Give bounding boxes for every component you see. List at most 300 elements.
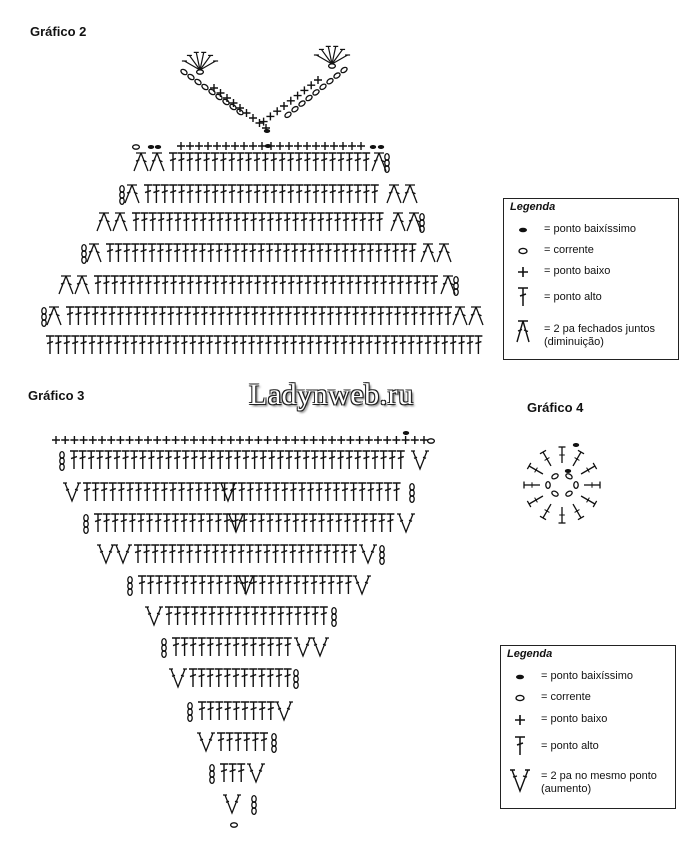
double-crochet-stitch [308,244,316,262]
double-crochet-stitch [388,451,396,469]
double-crochet-stitch [180,336,188,354]
double-crochet-stitch [261,153,269,171]
dc2tog-stitch [125,185,139,203]
double-crochet-stitch [254,545,262,563]
double-crochet-stitch [341,483,349,501]
double-crochet-stitch [130,336,138,354]
double-crochet-stitch [270,185,278,203]
double-crochet-stitch [251,733,259,751]
double-crochet-stitch [281,483,289,501]
double-crochet-stitch [278,185,286,203]
double-crochet-stitch [241,702,249,720]
double-crochet-stitch [190,451,198,469]
single-crochet-stitch [153,436,161,444]
double-crochet-stitch [266,514,274,532]
double-crochet-stitch [264,336,272,354]
double-crochet-stitch [388,276,396,294]
double-crochet-stitch [436,307,444,325]
double-crochet-stitch [207,576,215,594]
double-crochet-stitch [362,153,370,171]
double-crochet-stitch [283,514,291,532]
double-crochet-stitch [316,244,324,262]
double-crochet-stitch [311,451,319,469]
double-crochet-stitch [208,451,216,469]
double-crochet-stitch [315,545,323,563]
double-crochet-stitch [215,669,223,687]
double-crochet-stitch [268,307,276,325]
double-crochet-stitch [272,483,280,501]
double-crochet-stitch [113,451,121,469]
chain-stitch [291,105,299,113]
double-crochet-stitch [307,483,315,501]
double-crochet-stitch [378,514,386,532]
double-crochet-stitch [96,336,104,354]
double-crochet-stitch [306,545,314,563]
double-crochet-stitch [126,483,134,501]
double-crochet-stitch [103,514,111,532]
double-crochet-stitch [135,483,143,501]
dc2tog-stitch [75,276,89,294]
single-crochet-stitch [307,81,315,89]
double-crochet-stitch [140,213,148,231]
dc-increase-stitch [169,669,187,687]
double-crochet-stitch [151,545,159,563]
legend-label: = ponto baixo [541,713,608,725]
double-crochet-stitch [245,185,253,203]
dc-increase-stitch [294,638,312,656]
legend-label: = corrente [544,244,594,256]
double-crochet-stitch [267,576,275,594]
double-crochet-stitch [138,336,146,354]
single-crochet-stitch [294,92,302,100]
double-crochet-stitch [114,244,122,262]
chain-stitch [312,89,320,97]
double-crochet-stitch [224,244,232,262]
double-crochet-stitch [199,213,207,231]
double-crochet-stitch [444,307,452,325]
double-crochet-stitch [268,607,276,625]
legend-item-single-crochet [507,713,671,727]
single-crochet-stitch [287,97,295,105]
chain-stitch [551,473,559,480]
double-crochet-stitch [295,185,303,203]
double-crochet-stitch [241,638,249,656]
double-crochet-stitch [83,483,91,501]
double-crochet-stitch [222,336,230,354]
single-crochet-stitch [227,436,235,444]
double-crochet-stitch [164,576,172,594]
double-crochet-stitch [376,213,384,231]
double-crochet-stitch [284,307,292,325]
double-crochet-stitch [88,336,96,354]
double-crochet-stitch [150,307,158,325]
double-crochet-stitch [70,451,78,469]
legend-heading: Legenda [510,201,556,213]
double-crochet-stitch [362,451,370,469]
double-crochet-stitch [257,514,265,532]
slip-stitch [573,443,579,447]
single-crochet-stitch [254,436,262,444]
legend-item-slip-stitch [507,670,671,684]
double-crochet-stitch [277,607,285,625]
legend-item-chain [507,691,671,705]
double-crochet-stitch [226,307,234,325]
legend-label: = ponto baixo [544,265,611,277]
double-crochet-stitch [250,702,258,720]
double-crochet-stitch [335,514,343,532]
single-crochet-stitch [310,436,318,444]
double-crochet-stitch [237,545,245,563]
slip-stitch-icon [510,223,536,240]
single-crochet-stitch [411,436,419,444]
double-crochet-stitch [106,244,114,262]
single-crochet-stitch [303,142,311,150]
double-crochet-stitch [136,276,144,294]
double-crochet-stitch [245,153,253,171]
double-crochet-stitch [156,244,164,262]
legend-label-line1: = 2 pa fechados juntos [544,323,655,335]
legend-heading: Legenda [507,648,553,660]
double-crochet-stitch [206,638,214,656]
slip-stitch [155,145,161,149]
double-crochet-stitch [279,276,287,294]
slip-stitch [370,145,376,149]
single-crochet-stitch [285,142,293,150]
double-crochet-stitch [140,244,148,262]
double-crochet-stitch [100,307,108,325]
legend-item-single-crochet [510,265,674,279]
double-crochet-stitch [234,307,242,325]
double-crochet-stitch [169,185,177,203]
double-crochet-stitch [357,336,365,354]
dc2tog-stitch [47,307,61,325]
double-crochet-stitch [275,669,283,687]
double-crochet-stitch [220,276,228,294]
double-crochet-stitch [198,576,206,594]
dc-increase-stitch [397,514,415,532]
dc-increase-stitch [275,702,293,720]
double-crochet-stitch [197,514,205,532]
double-crochet-stitch [343,514,351,532]
double-crochet-stitch [390,336,398,354]
double-crochet-stitch [186,185,194,203]
dc2tog-icon [510,319,536,348]
fan-dc-stitch [332,55,348,64]
double-crochet-stitch [203,153,211,171]
double-crochet-stitch [366,244,374,262]
double-crochet-stitch [392,244,400,262]
double-crochet-stitch [228,185,236,203]
double-crochet-stitch [358,483,366,501]
double-crochet-stitch [242,307,250,325]
double-crochet-stitch [199,451,207,469]
double-crochet-stitch [329,153,337,171]
double-crochet-stitch [302,451,310,469]
double-crochet-stitch [283,213,291,231]
double-crochet-stitch [175,307,183,325]
double-crochet-stitch [208,607,216,625]
double-crochet-stitch [289,483,297,501]
double-crochet-stitch [228,153,236,171]
double-crochet-stitch [413,276,421,294]
double-crochet-stitch [326,514,334,532]
single-crochet-stitch [89,436,97,444]
double-crochet-stitch [427,307,435,325]
double-crochet-stitch [142,307,150,325]
slip-stitch [565,469,571,473]
dc2tog-stitch [441,276,455,294]
double-crochet-stitch [299,244,307,262]
double-crochet-stitch [422,276,430,294]
double-crochet-stitch [147,451,155,469]
double-crochet-stitch [266,244,274,262]
single-crochet-stitch [217,89,225,97]
double-crochet-stitch [66,307,74,325]
single-crochet-stitch [276,142,284,150]
double-crochet-stitch [215,576,223,594]
double-crochet-stitch [54,336,62,354]
double-crochet-stitch [160,545,168,563]
double-crochet-stitch [249,244,257,262]
double-crochet-stitch [260,607,268,625]
double-crochet-stitch [301,576,309,594]
dc-increase-stitch [311,638,329,656]
chain-stitch [326,77,334,85]
double-crochet-stitch [248,336,256,354]
double-crochet-stitch [257,244,265,262]
double-crochet-stitch [190,244,198,262]
double-crochet-stitch [254,276,262,294]
double-crochet-stitch [270,153,278,171]
double-crochet-stitch [122,336,130,354]
dc-increase-stitch [197,733,215,751]
double-crochet-stitch [195,483,203,501]
double-crochet-stitch [346,185,354,203]
double-crochet-stitch [371,185,379,203]
double-crochet-stitch [255,483,263,501]
double-crochet-stitch [191,607,199,625]
double-crochet-stitch [209,307,217,325]
single-crochet-stitch [312,142,320,150]
double-crochet-stitch [111,514,119,532]
double-crochet-stitch [358,244,366,262]
double-crochet-stitch [297,545,305,563]
single-crochet-stitch [249,142,257,150]
double-crochet-stitch [449,336,457,354]
double-crochet-stitch [206,669,214,687]
dc2tog-stitch [421,244,435,262]
double-crochet-stitch [105,336,113,354]
double-crochet-stitch [174,213,182,231]
double-crochet-stitch [300,514,308,532]
double-crochet-stitch [396,276,404,294]
double-crochet-stitch [332,483,340,501]
double-crochet-stitch [232,638,240,656]
dc2tog-stitch [134,153,148,171]
dc2tog-stitch [469,307,483,325]
single-crochet-stitch [357,142,365,150]
double-crochet-stitch [152,185,160,203]
single-crochet-icon [507,713,533,730]
double-crochet-stitch [284,638,292,656]
double-crochet-stitch [371,276,379,294]
double-crochet-stitch [125,307,133,325]
double-crochet-stitch [194,545,202,563]
double-crochet-stitch [198,244,206,262]
double-crochet-stitch [180,514,188,532]
single-crochet-stitch [256,119,264,127]
double-crochet-stitch [287,185,295,203]
double-crochet-stitch [224,702,232,720]
single-crochet-stitch [249,114,257,122]
single-crochet-stitch [204,142,212,150]
double-crochet-stitch [320,185,328,203]
double-crochet-stitch [165,607,173,625]
double-crochet-stitch [298,483,306,501]
double-crochet-stitch [380,451,388,469]
double-crochet-stitch [282,244,290,262]
double-crochet-stitch [375,244,383,262]
double-crochet-stitch [134,545,142,563]
double-crochet-stitch [344,576,352,594]
double-crochet-stitch [274,244,282,262]
legend-label-line1: = 2 pa no mesmo ponto [541,770,657,782]
double-crochet-stitch [259,451,267,469]
double-crochet-stitch [212,276,220,294]
double-crochet-stitch [337,451,345,469]
double-crochet-stitch [386,514,394,532]
double-crochet-stitch [318,307,326,325]
single-crochet-stitch [264,436,272,444]
dc2tog-stitch [403,185,417,203]
chain-stitch [565,490,573,497]
double-crochet-stitch [155,576,163,594]
single-crochet-stitch [356,436,364,444]
double-crochet-stitch [327,576,335,594]
double-crochet-stitch [224,213,232,231]
double-crochet-stitch [275,213,283,231]
double-crochet-stitch [284,576,292,594]
dc2tog-stitch [372,153,386,171]
double-crochet-stitch [319,451,327,469]
chain-stitch [197,70,204,74]
single-crochet-stitch [383,436,391,444]
double-crochet-stitch [251,451,259,469]
double-crochet-stitch [186,545,194,563]
double-crochet-stitch [311,607,319,625]
double-crochet-stitch [212,483,220,501]
double-crochet-stitch [158,307,166,325]
double-crochet-stitch [276,576,284,594]
double-crochet-stitch [199,607,207,625]
double-crochet-stitch [300,213,308,231]
double-crochet-stitch [169,153,177,171]
double-crochet-stitch [304,276,312,294]
single-crochet-stitch [144,436,152,444]
double-crochet-stitch [232,244,240,262]
double-crochet-stitch [354,276,362,294]
double-crochet-stitch [267,702,275,720]
double-crochet-stitch [146,514,154,532]
double-crochet-stitch [149,213,157,231]
double-crochet-stitch [189,514,197,532]
double-crochet-stitch [83,307,91,325]
single-crochet-stitch [273,107,281,115]
double-crochet-stitch [189,638,197,656]
legend-grafico-2 [503,198,679,360]
single-crochet-stitch [348,142,356,150]
double-crochet-stitch [293,307,301,325]
double-crochet-stitch [246,483,254,501]
double-crochet-stitch [139,451,147,469]
double-crochet-stitch [326,307,334,325]
double-crochet-stitch [208,213,216,231]
double-crochet-stitch [382,336,390,354]
dc-increase-stitch [237,576,255,594]
single-crochet-stitch [213,142,221,150]
double-crochet-stitch [186,153,194,171]
double-crochet-stitch [384,483,392,501]
double-crochet-stitch [156,451,164,469]
double-crochet-stitch [194,185,202,203]
double-crochet-stitch [315,483,323,501]
double-crochet-icon [510,285,536,312]
dc2tog-stitch [113,213,127,231]
chain-stitch [231,823,238,827]
double-crochet-stitch [181,638,189,656]
single-crochet-stitch [199,436,207,444]
single-crochet-stitch [291,436,299,444]
double-crochet-stitch [325,213,333,231]
double-crochet-stitch [87,451,95,469]
double-crochet-stitch [241,213,249,231]
double-crochet-stitch [231,336,239,354]
double-crochet-stitch [377,307,385,325]
double-crochet-stitch [287,276,295,294]
double-crochet-stitch [343,307,351,325]
legend-label: = corrente [541,691,591,703]
double-crochet-stitch [474,336,482,354]
double-crochet-stitch [374,336,382,354]
single-crochet-stitch [337,436,345,444]
double-crochet-stitch [160,483,168,501]
single-crochet-stitch [61,436,69,444]
double-crochet-stitch [229,483,237,501]
double-crochet-stitch [226,733,234,751]
dc-increase-stitch [219,483,237,501]
double-crochet-stitch [113,336,121,354]
double-crochet-stitch [119,276,127,294]
double-crochet-stitch [152,483,160,501]
double-crochet-stitch [267,638,275,656]
double-crochet-stitch [190,576,198,594]
double-crochet-stitch [258,638,266,656]
double-crochet-stitch [249,669,257,687]
double-crochet-stitch [268,451,276,469]
single-crochet-stitch [181,436,189,444]
slip-stitch [264,129,270,133]
double-crochet-stitch [367,483,375,501]
double-crochet-stitch [168,545,176,563]
double-crochet-stitch [278,153,286,171]
dc-increase-stitch [411,451,429,469]
double-crochet-stitch [293,576,301,594]
chain-stitch [201,83,209,91]
double-crochet-stitch [294,451,302,469]
double-crochet-stitch [352,514,360,532]
double-crochet-stitch [242,451,250,469]
double-crochet-stitch [128,276,136,294]
